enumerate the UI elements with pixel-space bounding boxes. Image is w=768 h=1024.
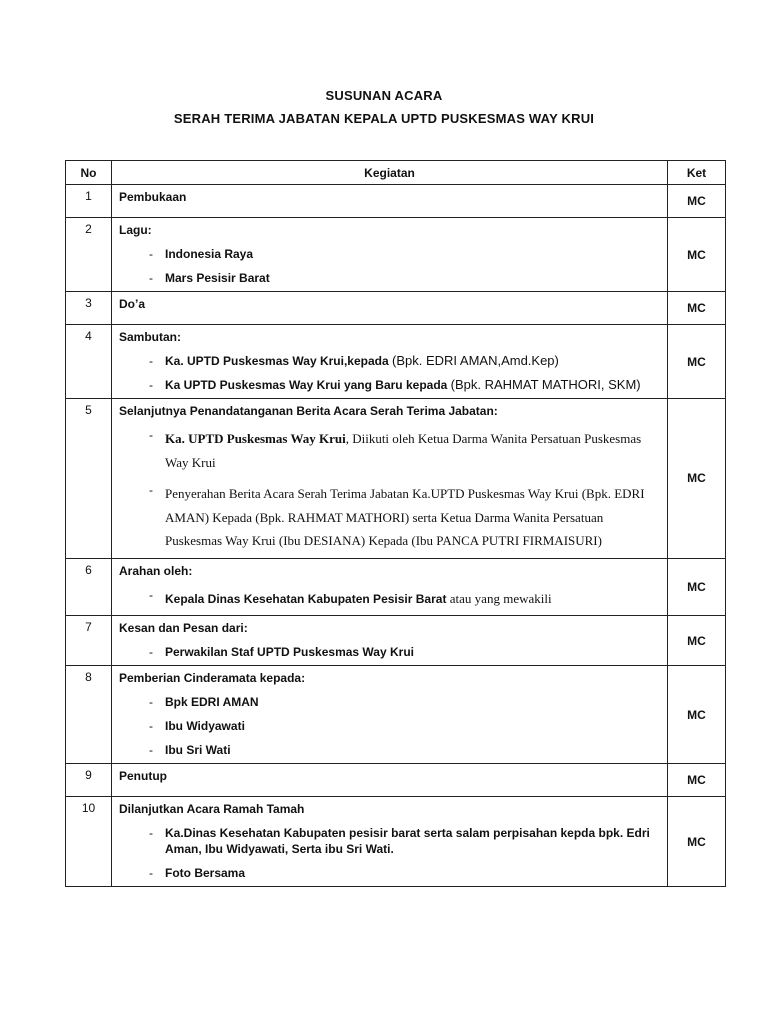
activity-heading: Penutup [119, 769, 167, 783]
activity-heading: Selanjutnya Penandatanganan Berita Acara Serah Terima Jabatan: [119, 404, 498, 418]
row-number: 4 [66, 325, 112, 399]
row-number: 5 [66, 399, 112, 559]
table-row [66, 185, 726, 218]
table-row [66, 292, 726, 325]
activity-heading: Pemberian Cinderamata kepada: [119, 671, 306, 685]
activity-subitem [119, 825, 661, 857]
subitem-text-bold: Ka UPTD Puskesmas Way Krui yang Baru kepada [165, 378, 451, 392]
bullet-dash: - [149, 743, 153, 757]
bullet-dash: - [149, 866, 153, 880]
bullet-dash: - [149, 354, 153, 368]
table-row [66, 797, 726, 887]
row-activity [112, 325, 668, 399]
activity-subitem [119, 644, 661, 660]
table-row [66, 218, 726, 292]
subitem-text-bold: Kepala Dinas Kesehatan Kabupaten Pesisir Barat [165, 591, 450, 606]
row-number: 3 [66, 292, 112, 325]
row-activity [112, 185, 668, 218]
row-activity [112, 616, 668, 666]
bullet-dash: - [149, 378, 153, 392]
subitem-text: Foto Bersama [165, 866, 246, 880]
row-activity [112, 218, 668, 292]
activity-subitem [119, 718, 661, 734]
subitem-text: Perwakilan Staf UPTD Puskesmas Way Krui [165, 645, 414, 659]
table-row [66, 399, 726, 559]
row-ket: MC [668, 666, 726, 764]
activity-subitem [119, 742, 661, 758]
subitem-text [165, 587, 661, 611]
subitem-text [165, 427, 661, 474]
row-number: 10 [66, 797, 112, 887]
activity-heading: Sambutan: [119, 330, 182, 344]
row-activity [112, 292, 668, 325]
agenda-body [66, 185, 726, 887]
row-activity [112, 764, 668, 797]
activity-heading: Dilanjutkan Acara Ramah Tamah [119, 802, 305, 816]
subitem-text: Bpk EDRI AMAN [165, 695, 259, 709]
bullet-dash: - [149, 483, 153, 497]
table-row [66, 616, 726, 666]
row-ket: MC [668, 797, 726, 887]
row-activity [112, 797, 668, 887]
subitem-text-bold: Ka. UPTD Puskesmas Way Krui [165, 431, 346, 446]
row-number: 1 [66, 185, 112, 218]
table-header-row [66, 161, 726, 185]
table-row [66, 764, 726, 797]
row-ket: MC [668, 764, 726, 797]
row-activity [112, 558, 668, 616]
subitem-text-regular: (Bpk. EDRI AMAN,Amd.Kep) [391, 353, 559, 368]
row-ket: MC [668, 558, 726, 616]
bullet-dash: - [149, 247, 153, 261]
agenda-table [65, 160, 726, 887]
subitem-text-regular: Penyerahan Berita Acara Serah Terima Jabatan Ka.UPTD Puskesmas Way Krui (Bpk. EDRI AMAN) Kepada (Bpk. RAHMAT MATHORI) serta Ketua Darma Wanita Persatuan Puskesmas Way Krui (Ibu DESIANA) Kepada (Ibu PANCA PUTRI FIRMAISURI) [165, 486, 645, 548]
row-number: 8 [66, 666, 112, 764]
table-row [66, 666, 726, 764]
row-number: 7 [66, 616, 112, 666]
bullet-dash: - [149, 695, 153, 709]
activity-subitem [119, 377, 661, 393]
row-ket: MC [668, 616, 726, 666]
activity-subitem [119, 865, 661, 881]
subitem-text-regular: (Bpk. RAHMAT MATHORI, SKM) [450, 377, 641, 392]
activity-subitem [119, 246, 661, 262]
row-number: 2 [66, 218, 112, 292]
bullet-dash: - [149, 645, 153, 659]
column-header-kegiatan: Kegiatan [112, 161, 668, 185]
activity-subitem [119, 270, 661, 286]
activity-subitem [119, 587, 661, 611]
subitem-text: Ka.Dinas Kesehatan Kabupaten pesisir barat serta salam perpisahan kepda bpk. Edri Aman, Ibu Widyawati, Serta ibu Sri Wati. [165, 826, 650, 856]
activity-heading: Arahan oleh: [119, 563, 193, 578]
bullet-dash: - [149, 826, 153, 840]
subitem-text [165, 377, 661, 393]
activity-subitem [119, 427, 661, 474]
bullet-dash: - [149, 428, 153, 442]
column-header-no: No [66, 161, 112, 185]
activity-heading: Pembukaan [119, 190, 187, 204]
bullet-dash: - [149, 271, 153, 285]
bullet-dash: - [149, 719, 153, 733]
column-header-ket: Ket [668, 161, 726, 185]
subitem-text-regular: atau yang mewakili [449, 590, 552, 606]
subitem-text-regular: , Diikuti oleh Ketua Darma Wanita Persatuan Puskesmas Way Krui [165, 431, 642, 470]
subitem-text: Ibu Widyawati [165, 719, 245, 733]
table-row [66, 558, 726, 616]
row-activity [112, 666, 668, 764]
row-number: 9 [66, 764, 112, 797]
subitem-text [165, 482, 661, 553]
row-ket: MC [668, 399, 726, 559]
activity-heading: Do’a [119, 297, 146, 311]
row-ket: MC [668, 325, 726, 399]
activity-heading: Lagu: [119, 223, 152, 237]
row-ket: MC [668, 292, 726, 325]
activity-subitem [119, 694, 661, 710]
activity-subitem [119, 353, 661, 369]
subitem-text: Mars Pesisir Barat [165, 271, 270, 285]
row-ket: MC [668, 185, 726, 218]
subitem-text: Indonesia Raya [165, 247, 254, 261]
subitem-text-bold: Ka. UPTD Puskesmas Way Krui,kepada [165, 354, 392, 368]
row-activity [112, 399, 668, 559]
row-number: 6 [66, 558, 112, 616]
table-row [66, 325, 726, 399]
row-ket: MC [668, 218, 726, 292]
activity-subitem [119, 482, 661, 553]
subitem-text: Ibu Sri Wati [165, 743, 231, 757]
document-title: SUSUNAN ACARA [325, 88, 443, 103]
activity-heading: Kesan dan Pesan dari: [119, 621, 248, 635]
document-subtitle: SERAH TERIMA JABATAN KEPALA UPTD PUSKESMAS WAY KRUI [173, 111, 595, 126]
subitem-text [165, 353, 661, 369]
bullet-dash: - [149, 587, 153, 602]
